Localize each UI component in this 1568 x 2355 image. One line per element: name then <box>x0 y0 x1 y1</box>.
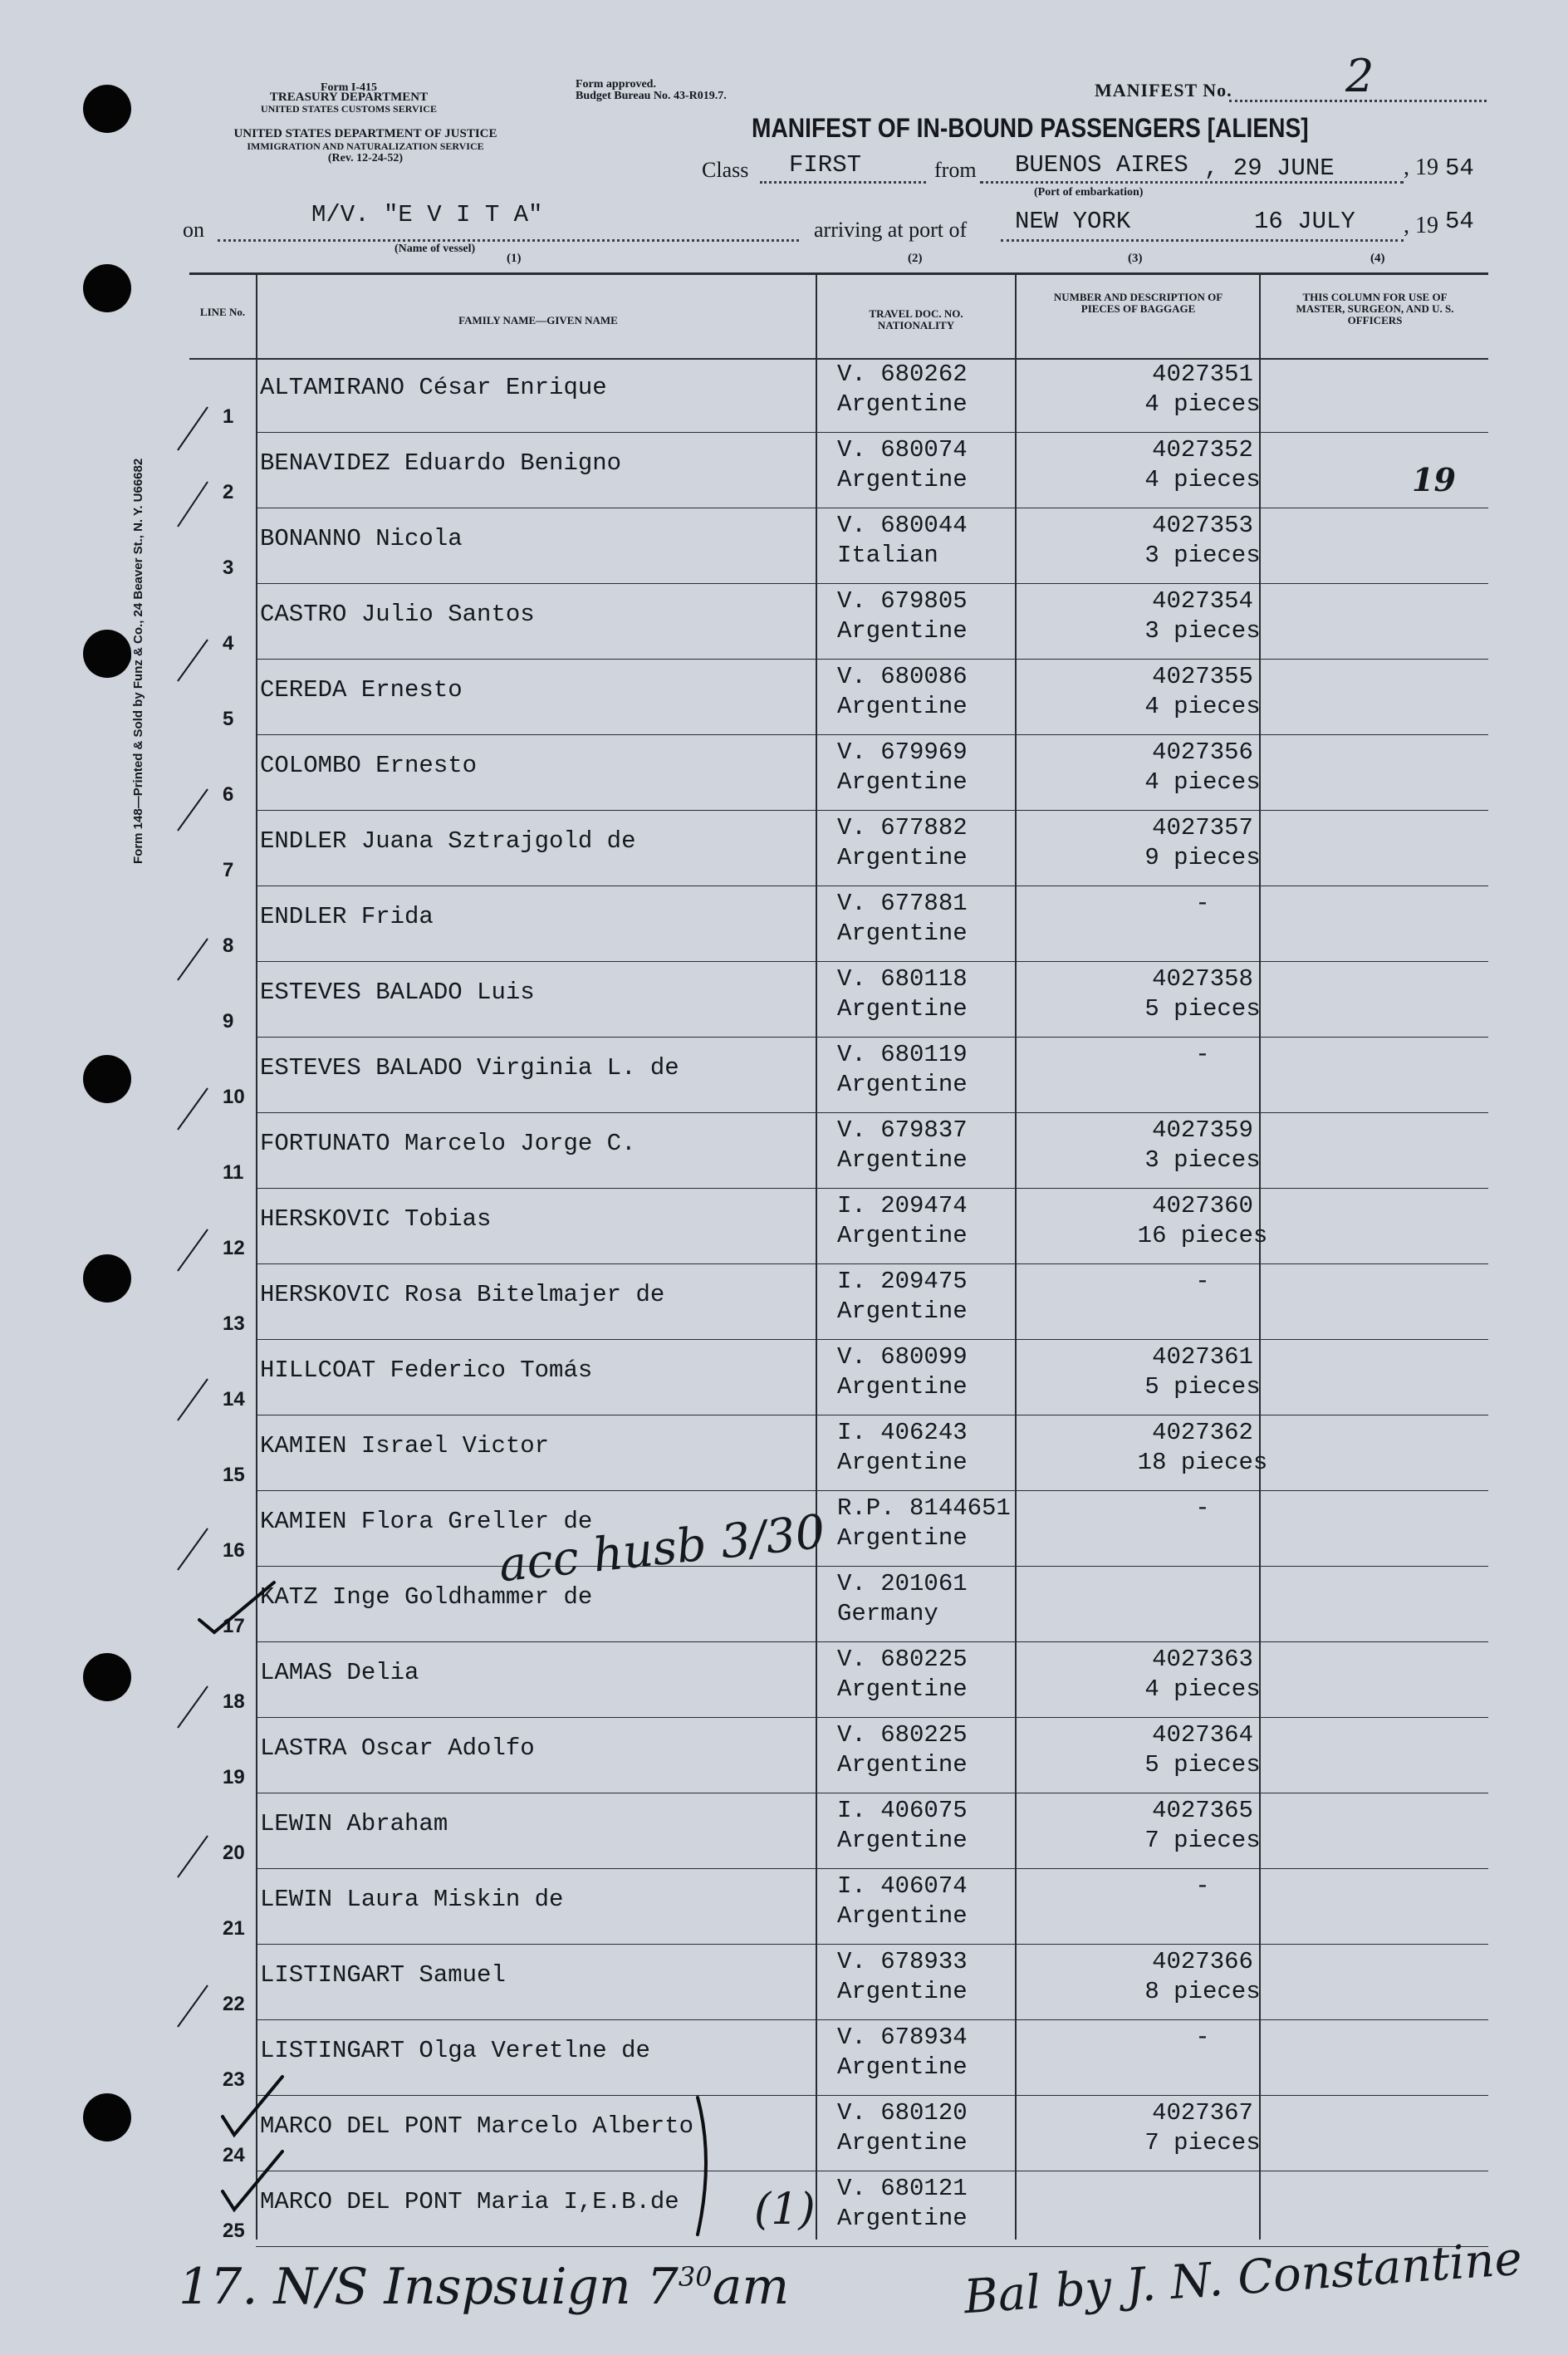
arriving-label: arriving at port of <box>814 218 968 242</box>
baggage-pieces: 8 pieces <box>1144 1978 1261 2005</box>
baggage-number: 4027355 <box>1152 663 1253 690</box>
baggage-number: 4027367 <box>1152 2099 1253 2127</box>
travel-doc-number: V. 680262 <box>837 361 968 388</box>
passenger-name: BONANNO Nicola <box>260 525 463 552</box>
baggage-pieces: 9 pieces <box>1144 844 1261 871</box>
baggage-pieces: 16 pieces <box>1137 1222 1268 1249</box>
baggage-pieces: 4 pieces <box>1144 1675 1261 1703</box>
line-number: 7 <box>223 859 234 881</box>
travel-doc-number: V. 680074 <box>837 436 968 464</box>
class-label: Class <box>702 158 749 182</box>
handwritten-note: acc husb 3/30 <box>496 1504 828 1593</box>
travel-doc-number: I. 209475 <box>837 1268 968 1295</box>
baggage-pieces: 4 pieces <box>1144 768 1261 796</box>
travel-doc-number: V. 679837 <box>837 1116 968 1144</box>
handwritten-mark: 19 <box>1412 461 1456 498</box>
passenger-name: LEWIN Laura Miskin de <box>260 1886 564 1913</box>
nationality: Argentine <box>837 1373 968 1401</box>
inspector-time-sup: 30 <box>678 2261 713 2293</box>
baggage-pieces: 3 pieces <box>1144 542 1261 569</box>
passenger-name: CEREDA Ernesto <box>260 676 463 704</box>
line-number: 8 <box>223 935 234 957</box>
travel-doc-number: I. 406074 <box>837 1872 968 1900</box>
travel-doc-number: V. 680086 <box>837 663 968 690</box>
line-number: 15 <box>223 1464 245 1486</box>
baggage-number: 4027361 <box>1152 1343 1253 1371</box>
form-number: Form I-415 <box>320 81 378 94</box>
line-number: 3 <box>223 557 234 579</box>
col-num-1: (1) <box>507 252 522 265</box>
on-label: on <box>183 218 204 242</box>
baggage-number: 4027351 <box>1152 361 1253 388</box>
nationality: Argentine <box>837 1222 968 1249</box>
travel-doc-number: V. 678933 <box>837 1948 968 1975</box>
handwritten-signature: Bal by J. N. Constantine <box>962 2231 1524 2325</box>
embark-date: , 29 JUNE <box>1204 155 1335 182</box>
year-1: 54 <box>1445 155 1474 182</box>
form-revision: (Rev. 12-24-52) <box>327 152 404 164</box>
travel-doc-number: V. 680119 <box>837 1041 968 1068</box>
class-value: FIRST <box>789 151 862 179</box>
year-prefix-2: , 19 <box>1404 213 1438 238</box>
col-head-baggage: NUMBER AND DESCRIPTION OF PIECES OF BAGGAGE <box>1053 291 1223 315</box>
col-head-officers: THIS COLUMN FOR USE OF MASTER, SURGEON, AND U. S. OFFICERS <box>1296 291 1454 326</box>
passenger-name: HERSKOVIC Tobias <box>260 1205 492 1233</box>
nationality: Argentine <box>837 995 968 1023</box>
manifest-no-label: MANIFEST No. <box>1095 80 1232 101</box>
handwritten-mark: (1) <box>754 2185 816 2235</box>
line-number: 16 <box>223 1539 245 1562</box>
travel-doc-number: V. 680225 <box>837 1721 968 1749</box>
nationality: Germany <box>837 1600 938 1627</box>
baggage-pieces: 3 pieces <box>1144 617 1261 645</box>
baggage-number: - <box>1195 890 1210 917</box>
line-number: 10 <box>223 1086 245 1108</box>
travel-doc-number: R.P. 8144651 <box>837 1494 1011 1522</box>
baggage-number: - <box>1195 1041 1210 1068</box>
embark-port: BUENOS AIRES <box>1015 151 1188 179</box>
line-number: 24 <box>223 2144 245 2166</box>
travel-doc-number: V. 680118 <box>837 965 968 993</box>
baggage-pieces: 4 pieces <box>1144 466 1261 493</box>
line-number: 22 <box>223 1993 245 2015</box>
baggage-number: 4027357 <box>1152 814 1253 841</box>
passenger-name: ENDLER Frida <box>260 903 434 930</box>
baggage-pieces: 5 pieces <box>1144 1373 1261 1401</box>
baggage-number: - <box>1195 1494 1210 1522</box>
manifest-no-value: 2 <box>1345 50 1374 102</box>
treasury-dept: TREASURY DEPARTMENT <box>269 91 429 104</box>
passenger-name: COLOMBO Ernesto <box>260 752 478 779</box>
inspector-text: 17. N/S Inspsuign 7 <box>179 2258 679 2316</box>
embark-caption: (Port of embarkation) <box>1034 186 1144 199</box>
baggage-pieces: 7 pieces <box>1144 2129 1261 2156</box>
nationality: Argentine <box>837 1751 968 1779</box>
baggage-pieces: 5 pieces <box>1144 995 1261 1023</box>
travel-doc-number: V. 680120 <box>837 2099 968 2127</box>
col-head-doc: TRAVEL DOC. NO. NATIONALITY <box>869 307 963 331</box>
justice-dept: UNITED STATES DEPARTMENT OF JUSTICE <box>233 127 497 140</box>
baggage-pieces: 4 pieces <box>1144 693 1261 720</box>
baggage-number: - <box>1195 2024 1210 2051</box>
passenger-name: LASTRA Oscar Adolfo <box>260 1734 535 1762</box>
baggage-number: 4027363 <box>1152 1646 1253 1673</box>
baggage-pieces: 7 pieces <box>1144 1827 1261 1854</box>
nationality: Argentine <box>837 768 968 796</box>
travel-doc-number: V. 680099 <box>837 1343 968 1371</box>
line-number: 18 <box>223 1690 245 1713</box>
passenger-name: LISTINGART Samuel <box>260 1961 506 1989</box>
line-number: 13 <box>223 1312 245 1335</box>
travel-doc-number: I. 406243 <box>837 1419 968 1446</box>
baggage-pieces: 3 pieces <box>1144 1146 1261 1174</box>
nationality: Argentine <box>837 1902 968 1930</box>
travel-doc-number: I. 209474 <box>837 1192 968 1219</box>
travel-doc-number: I. 406075 <box>837 1797 968 1824</box>
page-title: MANIFEST OF IN-BOUND PASSENGERS [ALIENS] <box>752 113 1309 143</box>
budget-bureau: Budget Bureau No. 43-R019.7. <box>576 90 727 102</box>
arrival-date: 16 JULY <box>1254 208 1355 235</box>
baggage-number: 4027353 <box>1152 512 1253 539</box>
baggage-number: - <box>1195 1872 1210 1900</box>
nationality: Argentine <box>837 1675 968 1703</box>
passenger-name: LAMAS Delia <box>260 1659 419 1686</box>
baggage-number: 4027365 <box>1152 1797 1253 1824</box>
line-number: 25 <box>223 2220 245 2242</box>
col-num-2: (2) <box>908 252 923 265</box>
passenger-name: ESTEVES BALADO Virginia L. de <box>260 1054 679 1082</box>
ins-service: IMMIGRATION AND NATURALIZATION SERVICE <box>247 140 484 152</box>
printer-imprint: Form 148—Printed & Sold by Funz & Co., 24 Beaver St., N. Y. U66682 <box>131 458 145 864</box>
passenger-name: FORTUNATO Marcelo Jorge C. <box>260 1130 636 1157</box>
nationality: Argentine <box>837 1449 968 1476</box>
from-label: from <box>934 158 977 182</box>
nationality: Argentine <box>837 844 968 871</box>
travel-doc-number: V. 678934 <box>837 2024 968 2051</box>
travel-doc-number: V. 679969 <box>837 738 968 766</box>
passenger-name: MARCO DEL PONT Maria I,E.B.de <box>260 2188 679 2215</box>
nationality: Argentine <box>837 1524 968 1552</box>
vessel-name: M/V. "E V I T A" <box>311 201 543 228</box>
line-number: 21 <box>223 1917 245 1940</box>
line-number: 1 <box>223 405 234 428</box>
baggage-pieces: 18 pieces <box>1137 1449 1268 1476</box>
travel-doc-number: V. 677881 <box>837 890 968 917</box>
arrival-port: NEW YORK <box>1015 208 1131 235</box>
baggage-number: 4027352 <box>1152 436 1253 464</box>
line-number: 19 <box>223 1766 245 1788</box>
line-number: 11 <box>223 1161 244 1184</box>
passenger-name: LEWIN Abraham <box>260 1810 448 1837</box>
line-number: 14 <box>223 1388 245 1411</box>
nationality: Argentine <box>837 2053 968 2081</box>
travel-doc-number: V. 679805 <box>837 587 968 615</box>
travel-doc-number: V. 677882 <box>837 814 968 841</box>
col-head-line: LINE No. <box>199 306 246 318</box>
passenger-name: KAMIEN Flora Greller de <box>260 1508 593 1535</box>
nationality: Argentine <box>837 1146 968 1174</box>
form-approved: Form approved. <box>576 78 656 91</box>
passenger-name: ESTEVES BALADO Luis <box>260 979 535 1006</box>
travel-doc-number: V. 680044 <box>837 512 968 539</box>
nationality: Argentine <box>837 1827 968 1854</box>
passenger-name: LISTINGART Olga Veretlne de <box>260 2037 650 2064</box>
baggage-number: 4027356 <box>1152 738 1253 766</box>
baggage-number: 4027358 <box>1152 965 1253 993</box>
nationality: Argentine <box>837 617 968 645</box>
line-number: 23 <box>223 2068 245 2091</box>
vessel-caption: (Name of vessel) <box>394 243 476 255</box>
nationality: Argentine <box>837 390 968 418</box>
baggage-pieces: 5 pieces <box>1144 1751 1261 1779</box>
col-head-name: FAMILY NAME—GIVEN NAME <box>458 314 618 326</box>
nationality: Italian <box>837 542 938 569</box>
line-number: 17 <box>223 1615 245 1637</box>
passenger-name: CASTRO Julio Santos <box>260 601 535 628</box>
passenger-name: KATZ Inge Goldhammer de <box>260 1583 593 1611</box>
line-number: 9 <box>223 1010 234 1033</box>
nationality: Argentine <box>837 466 968 493</box>
baggage-number: 4027359 <box>1152 1116 1253 1144</box>
line-number: 5 <box>223 708 234 730</box>
line-number: 20 <box>223 1842 245 1864</box>
passenger-name: ENDLER Juana Sztrajgold de <box>260 827 636 855</box>
baggage-number: - <box>1195 1268 1210 1295</box>
travel-doc-number: V. 680225 <box>837 1646 968 1673</box>
baggage-pieces: 4 pieces <box>1144 390 1261 418</box>
inspector-time: am <box>712 2258 790 2316</box>
baggage-number: 4027362 <box>1152 1419 1253 1446</box>
customs-service: UNITED STATES CUSTOMS SERVICE <box>261 103 437 115</box>
passenger-name: BENAVIDEZ Eduardo Benigno <box>260 449 622 477</box>
col-num-4: (4) <box>1370 252 1385 265</box>
passenger-name: KAMIEN Israel Victor <box>260 1432 550 1460</box>
line-number: 12 <box>223 1237 245 1259</box>
baggage-number: 4027354 <box>1152 587 1253 615</box>
passenger-name: ALTAMIRANO César Enrique <box>260 374 607 401</box>
year-2: 54 <box>1445 208 1474 235</box>
year-prefix-1: , 19 <box>1404 155 1438 180</box>
baggage-number: 4027360 <box>1152 1192 1253 1219</box>
passenger-name: MARCO DEL PONT Marcelo Alberto <box>260 2112 694 2140</box>
travel-doc-number: V. 201061 <box>837 1570 968 1597</box>
baggage-number: 4027364 <box>1152 1721 1253 1749</box>
passenger-name: HILLCOAT Federico Tomás <box>260 1357 593 1384</box>
travel-doc-number: V. 680121 <box>837 2175 968 2202</box>
nationality: Argentine <box>837 693 968 720</box>
nationality: Argentine <box>837 1978 968 2005</box>
nationality: Argentine <box>837 2205 968 2232</box>
nationality: Argentine <box>837 1298 968 1325</box>
nationality: Argentine <box>837 1071 968 1098</box>
passenger-name: HERSKOVIC Rosa Bitelmajer de <box>260 1281 665 1308</box>
line-number: 4 <box>223 632 234 655</box>
nationality: Argentine <box>837 920 968 947</box>
nationality: Argentine <box>837 2129 968 2156</box>
col-num-3: (3) <box>1128 252 1143 265</box>
baggage-number: 4027366 <box>1152 1948 1253 1975</box>
line-number: 2 <box>223 481 234 503</box>
line-number: 6 <box>223 783 234 806</box>
